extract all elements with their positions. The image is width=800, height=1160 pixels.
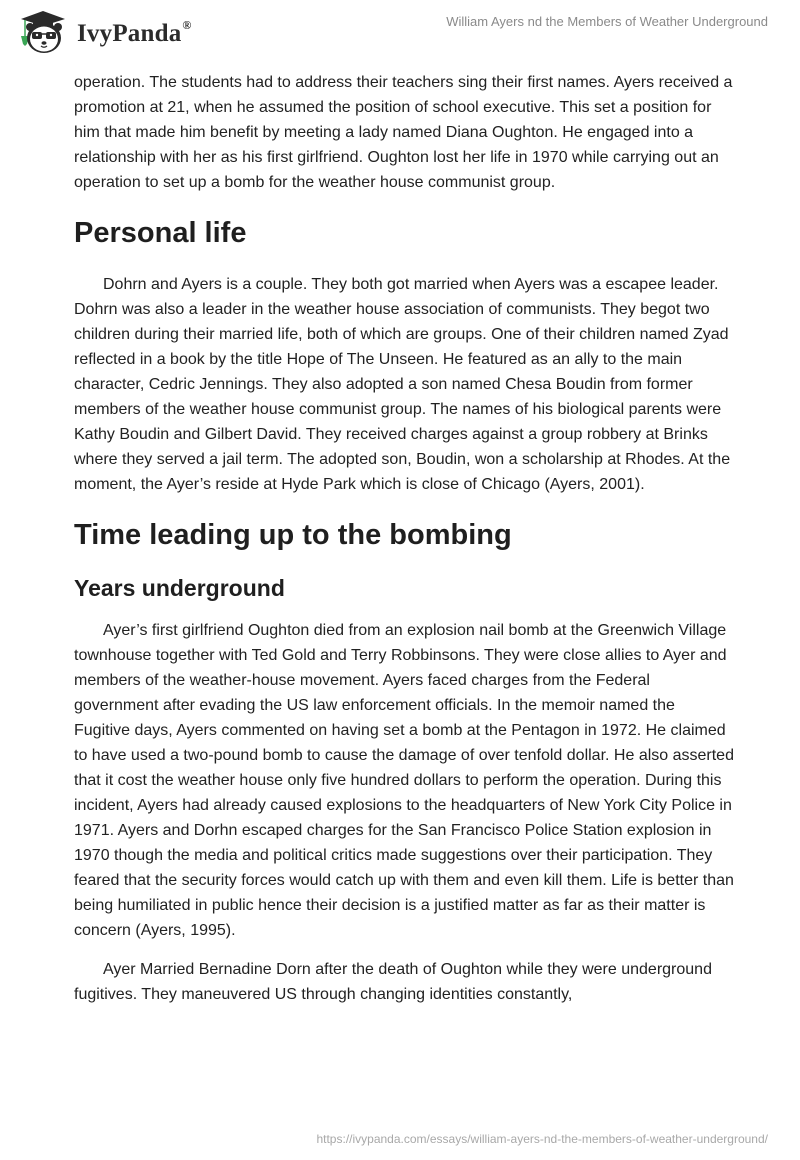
essay-body bbox=[74, 70, 734, 1007]
registered-mark: ® bbox=[182, 17, 192, 32]
document-title: William Ayers nd the Members of Weather Underground bbox=[446, 14, 768, 29]
page-header bbox=[0, 0, 800, 60]
panda-graduate-icon bbox=[17, 8, 69, 56]
paragraph: operation. The students had to address their teachers sing their first names. Ayers received a promotion at 21, when he assumed the position of school executive. This set a position for him that made him benefit by meeting a lady named Diana Oughton. He engaged into a relationship with her as his first girlfriend. Oughton lost her life in 1970 while carrying out an operation to set up a bomb for the weather house communist group. bbox=[74, 74, 733, 191]
paragraph: Ayer’s first girlfriend Oughton died from an explosion nail bomb at the Greenwich Village townhouse together with Ted Gold and Terry Robbinsons. They were close allies to Ayer and members of the weather-house movement. Ayers faced charges from the Federal government after evading the US law enforcement officials. In the memoir named the Fugitive days, Ayers commented on having set a bomb at the Pentagon in 1972. He claimed to have used a two-pound bomb to cause the damage of over tenfold dollar. He also asserted that it cost the weather house only five hundred dollars to perform the operation. During this incident, Ayers had already caused explosions to the headquarters of New York City Police in 1971. Ayers and Dorhn escaped charges for the San Francisco Police Station explosion in 1970 though the media and political critics made suggestions over their participation. They feared that the security forces would catch up with them and even kill them. Life is better than being humiliated in public hence their decision is a justified matter as far as their matter is concern (Ayers, 1995). bbox=[74, 622, 734, 939]
paragraph: Ayer Married Bernadine Dorn after the death of Oughton while they were underground fugitives. They maneuvered US through changing identities constantly, bbox=[74, 961, 712, 1003]
brand-logo[interactable] bbox=[17, 8, 192, 56]
brand-name: IvyPanda® bbox=[77, 17, 192, 47]
section-heading-personal-life: Personal life bbox=[74, 217, 247, 249]
source-url[interactable]: https://ivypanda.com/essays/william-ayers-nd-the-members-of-weather-underground/ bbox=[316, 1132, 768, 1146]
paragraph: Dohrn and Ayers is a couple. They both got married when Ayers was a escapee leader. Dohrn was also a leader in the weather house association of communists. They begot two children during their married life, both of which are groups. One of their children named Zyad reflected in a book by the title Hope of The Unseen. He featured as an ally to the main character, Cedric Jennings. They also adopted a son named Chesa Boudin from former members of the weather house communist group. The names of his biological parents were Kathy Boudin and Gilbert David. They received charges against a group robbery at Brinks where they served a jail term. The adopted son, Boudin, won a scholarship at Rhodes. At the moment, the Ayer’s reside at Hyde Park which is close of Chicago (Ayers, 2001). bbox=[74, 276, 731, 493]
section-heading-time-leading-up: Time leading up to the bombing bbox=[74, 519, 512, 551]
subsection-heading-years-underground: Years underground bbox=[74, 575, 285, 601]
